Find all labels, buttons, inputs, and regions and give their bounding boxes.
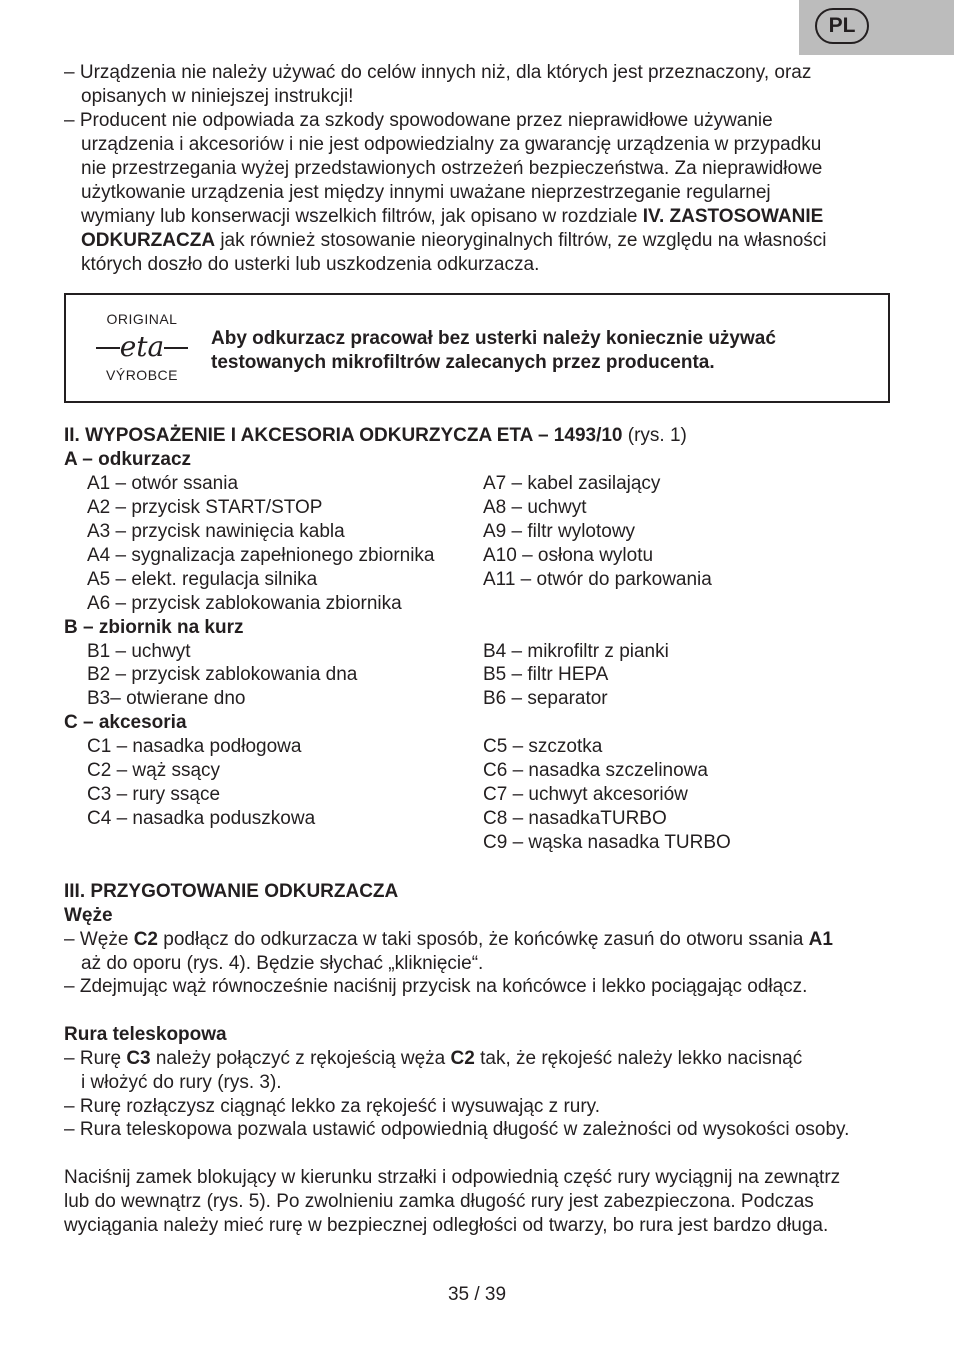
- eta-original-logo: [94, 311, 190, 391]
- tube-instruction: – Rurę rozłączysz ciągnąć lekko za rękojeść i wysuwając z rury.: [64, 1096, 601, 1117]
- tube-instruction: – Rura teleskopowa pozwala ustawić odpowiednią długość w zależności od wysokości osoby.: [64, 1119, 850, 1140]
- part-item: A9 – filtr wylotowy: [483, 521, 636, 542]
- part-item: C7 – uchwyt akcesoriów: [483, 784, 688, 805]
- warning-line: – Urządzenia nie należy używać do celów innych niż, dla których jest przeznaczony, oraz: [64, 62, 812, 83]
- part-item: C1 – nasadka podłogowa: [87, 736, 302, 757]
- group-heading-a: A – odkurzacz: [64, 449, 192, 470]
- subsection-heading-hoses: Węże: [64, 905, 113, 926]
- warning-line: użytkowanie urządzenia jest między innymi uważane nieprzestrzeganie regularnej: [81, 182, 771, 203]
- part-item: A2 – przycisk START/STOP: [87, 497, 323, 518]
- part-item: B4 – mikrofiltr z pianki: [483, 641, 669, 662]
- page-number: 35 / 39: [447, 1284, 507, 1305]
- hose-instruction: aż do oporu (rys. 4). Będzie słychać „kliknięcie“.: [81, 953, 484, 974]
- tube-instruction: i włożyć do rury (rys. 3).: [81, 1072, 282, 1093]
- part-item: A10 – osłona wylotu: [483, 545, 654, 566]
- part-item: C6 – nasadka szczelinowa: [483, 760, 708, 781]
- warning-line: których doszło do usterki lub uszkodzenia odkurzacza.: [81, 254, 540, 275]
- warning-line: opisanych w niniejszej instrukcji!: [81, 86, 354, 107]
- tube-instruction: – Rurę C3 należy połączyć z rękojeścią węża C2 tak, że rękojeść należy lekko nacisnąć: [64, 1048, 803, 1069]
- warning-line: urządzenia i akcesoriów i nie jest odpowiedzialny za gwarancję urządzenia w przypadku: [81, 134, 822, 155]
- hose-instruction: – Zdejmując wąż równocześnie naciśnij przycisk na końcówce i lekko pociągając odłącz.: [64, 976, 808, 997]
- part-item: C3 – rury ssące: [87, 784, 221, 805]
- part-item: C9 – wąska nasadka TURBO: [483, 832, 731, 853]
- part-item: C2 – wąż ssący: [87, 760, 221, 781]
- warning-line: wymiany lub konserwacji wszelkich filtrów, jak opisano w rozdziale IV. ZASTOSOWANIE: [81, 206, 824, 227]
- part-item: C8 – nasadkaTURBO: [483, 808, 667, 829]
- paragraph-line: Naciśnij zamek blokujący w kierunku strzałki i odpowiednią część rury wyciągnij na zewnątrz: [64, 1167, 841, 1188]
- hose-instruction: – Węże C2 podłącz do odkurzacza w taki sposób, że końcówkę zasuń do otworu ssania A1: [64, 929, 833, 950]
- part-item: B5 – filtr HEPA: [483, 664, 609, 685]
- group-heading-c: C – akcesoria: [64, 712, 187, 733]
- part-item: C5 – szczotka: [483, 736, 603, 757]
- part-item: B1 – uchwyt: [87, 641, 191, 662]
- section-title: III. PRZYGOTOWANIE ODKURZACZA: [64, 881, 399, 902]
- warning-line: – Producent nie odpowiada za szkody spowodowane przez nieprawidłowe używanie: [64, 110, 773, 131]
- paragraph-line: wyciągania należy mieć rurę w bezpiecznej odległości od twarzy, bo rura jest bardzo długa.: [64, 1215, 829, 1236]
- group-heading-b: B – zbiornik na kurz: [64, 617, 244, 638]
- part-item: A7 – kabel zasilający: [483, 473, 661, 494]
- part-item: B6 – separator: [483, 688, 608, 709]
- part-item: A1 – otwór ssania: [87, 473, 239, 494]
- part-item: B3– otwierane dno: [87, 688, 246, 709]
- part-item: B2 – przycisk zablokowania dna: [87, 664, 358, 685]
- logo-original-label: ORIGINAL: [106, 311, 178, 327]
- part-item: A4 – sygnalizacja zapełnionego zbiornika: [87, 545, 435, 566]
- subsection-heading-tube: Rura teleskopowa: [64, 1024, 227, 1045]
- logo-manufacturer-label: VÝROBCE: [106, 367, 178, 383]
- part-item: A6 – przycisk zablokowania zbiornika: [87, 593, 402, 614]
- original-filter-notice: [64, 293, 890, 403]
- paragraph-line: lub do wewnątrz (rys. 5). Po zwolnieniu zamka długość rury jest zabezpieczona. Podczas: [64, 1191, 814, 1212]
- part-item: A5 – elekt. regulacja silnika: [87, 569, 318, 590]
- part-item: A8 – uchwyt: [483, 497, 587, 518]
- warning-line: nie przestrzegania wyżej przedstawionych ostrzeżeń bezpieczeństwa. Za nieprawidłowe: [81, 158, 823, 179]
- warning-line: ODKURZACZA jak również stosowanie nieoryginalnych filtrów, ze względu na własności: [81, 230, 827, 251]
- notice-text: Aby odkurzacz pracował bez usterki należy koniecznie używać testowanych mikrofiltrów zalecanych przez producenta.: [211, 328, 776, 373]
- part-item: A11 – otwór do parkowania: [483, 569, 712, 590]
- eta-script-icon: [96, 331, 188, 365]
- part-item: A3 – przycisk nawinięcia kabla: [87, 521, 345, 542]
- svg-text:eta: eta: [119, 331, 165, 363]
- language-badge: PL: [815, 8, 869, 44]
- part-item: C4 – nasadka poduszkowa: [87, 808, 316, 829]
- section-title: II. WYPOSAŻENIE I AKCESORIA ODKURZYCZA ETA – 1493/10 (rys. 1): [64, 425, 687, 446]
